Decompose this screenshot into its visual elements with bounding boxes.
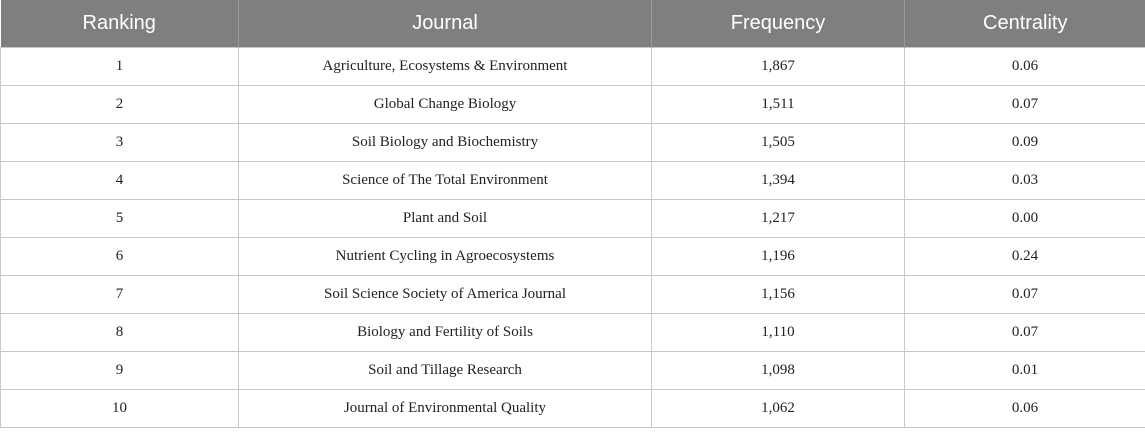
cell-frequency: 1,196	[652, 238, 905, 276]
cell-ranking: 10	[1, 390, 239, 428]
table-body	[1, 48, 1145, 428]
cell-journal: Plant and Soil	[239, 200, 652, 238]
cell-centrality: 0.24	[905, 238, 1145, 276]
cell-centrality: 0.00	[905, 200, 1145, 238]
cell-ranking: 1	[1, 48, 239, 86]
cell-journal: Global Change Biology	[239, 86, 652, 124]
cell-frequency: 1,098	[652, 352, 905, 390]
cell-ranking: 3	[1, 124, 239, 162]
cell-journal: Science of The Total Environment	[239, 162, 652, 200]
table-row	[1, 390, 1145, 428]
cell-journal: Soil Biology and Biochemistry	[239, 124, 652, 162]
cell-frequency: 1,867	[652, 48, 905, 86]
table-row	[1, 352, 1145, 390]
cell-frequency: 1,394	[652, 162, 905, 200]
cell-ranking: 7	[1, 276, 239, 314]
table-row	[1, 86, 1145, 124]
cell-journal: Biology and Fertility of Soils	[239, 314, 652, 352]
cell-ranking: 8	[1, 314, 239, 352]
cell-journal: Journal of Environmental Quality	[239, 390, 652, 428]
header-row	[1, 0, 1145, 48]
cell-journal: Agriculture, Ecosystems & Environment	[239, 48, 652, 86]
cell-centrality: 0.09	[905, 124, 1145, 162]
cell-frequency: 1,217	[652, 200, 905, 238]
cell-frequency: 1,156	[652, 276, 905, 314]
cell-centrality: 0.06	[905, 48, 1145, 86]
table-row	[1, 314, 1145, 352]
cell-ranking: 9	[1, 352, 239, 390]
header-journal: Journal	[239, 0, 652, 48]
table-row	[1, 48, 1145, 86]
cell-ranking: 5	[1, 200, 239, 238]
table-header	[1, 0, 1145, 48]
table-row	[1, 162, 1145, 200]
cell-frequency: 1,110	[652, 314, 905, 352]
cell-centrality: 0.07	[905, 86, 1145, 124]
table-row	[1, 124, 1145, 162]
header-centrality: Centrality	[905, 0, 1145, 48]
header-ranking: Ranking	[1, 0, 239, 48]
cell-journal: Soil and Tillage Research	[239, 352, 652, 390]
cell-journal: Nutrient Cycling in Agroecosystems	[239, 238, 652, 276]
header-frequency: Frequency	[652, 0, 905, 48]
cell-frequency: 1,505	[652, 124, 905, 162]
cell-ranking: 2	[1, 86, 239, 124]
cell-frequency: 1,511	[652, 86, 905, 124]
cell-ranking: 4	[1, 162, 239, 200]
cell-journal: Soil Science Society of America Journal	[239, 276, 652, 314]
cell-ranking: 6	[1, 238, 239, 276]
table-row	[1, 238, 1145, 276]
cell-centrality: 0.06	[905, 390, 1145, 428]
cell-frequency: 1,062	[652, 390, 905, 428]
table-row	[1, 276, 1145, 314]
cell-centrality: 0.07	[905, 276, 1145, 314]
cell-centrality: 0.03	[905, 162, 1145, 200]
cell-centrality: 0.07	[905, 314, 1145, 352]
table-row	[1, 200, 1145, 238]
cell-centrality: 0.01	[905, 352, 1145, 390]
